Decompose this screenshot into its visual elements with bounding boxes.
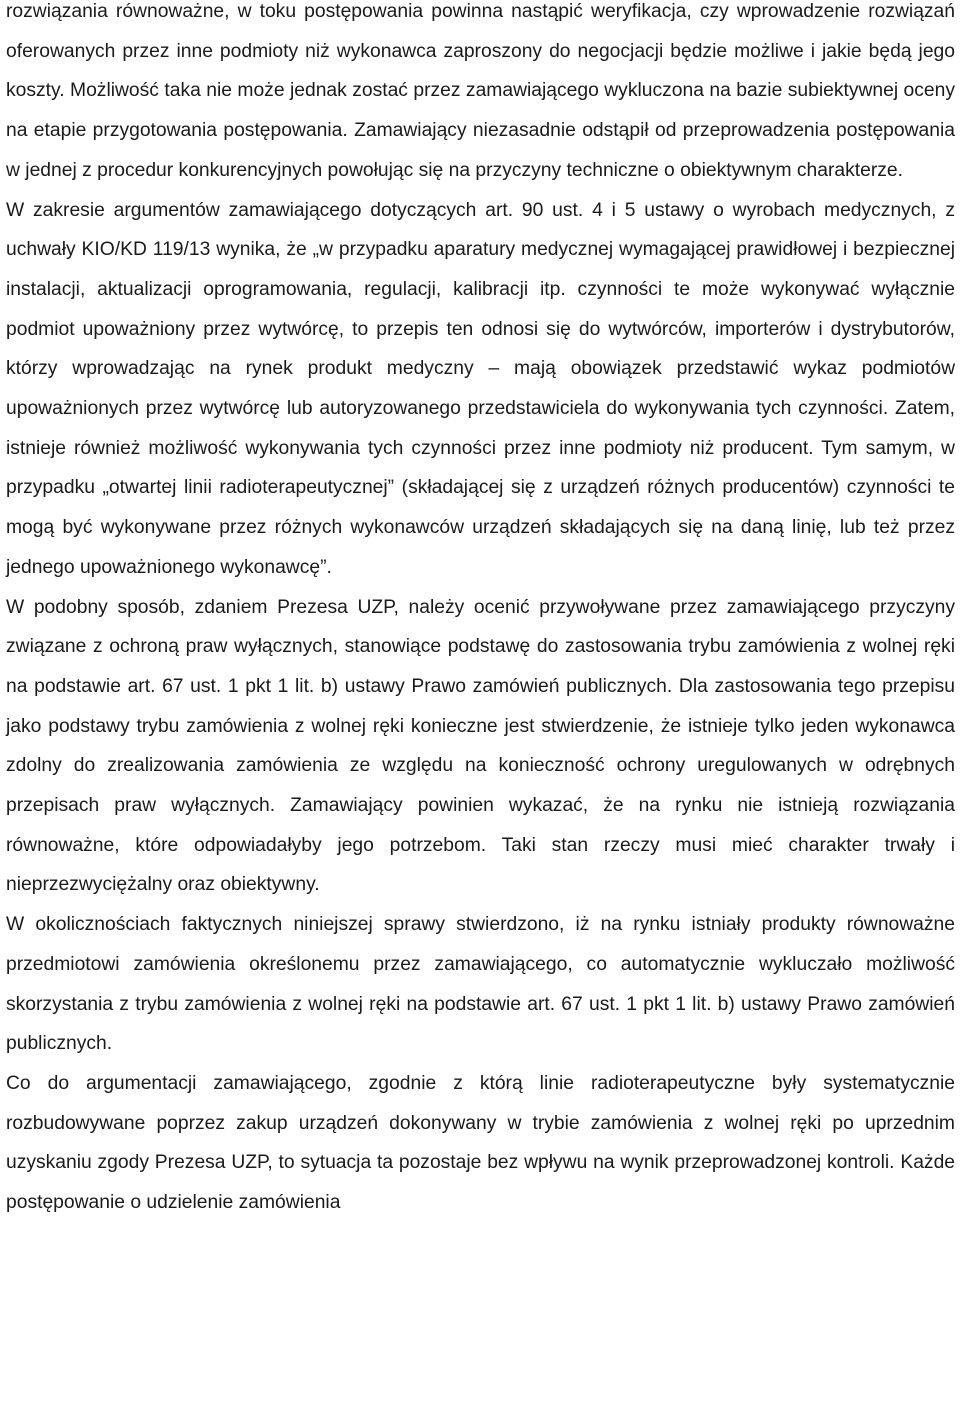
- paragraph-4: [6, 905, 955, 1064]
- paragraph-5: [6, 1064, 955, 1223]
- sentence: rozwiązania równoważne, w toku postępowania powinna nastąpić weryfikacja, czy wprowadzenie rozwiązań oferowanych przez inne podmioty niż wykonawca zaproszony do negocjacji będzie możliwe i jakie będą jego koszty.: [6, 1, 955, 102]
- sentence: Możliwość taka nie może jednak zostać przez zamawiającego wykluczona na bazie subiektywnej oceny na etapie przygotowania postępowania.: [6, 80, 955, 142]
- paragraph-1: [6, 0, 955, 191]
- sentence: W zakresie argumentów zamawiającego dotyczących art. 90 ust. 4 i 5 ustawy o wyrobach medycznych, z uchwały KIO/KD 119/13 wynika, że „w przypadku aparatury medycznej wymagającej prawidłowej i bezpiecznej instalacji, aktualizacji oprogramowania, regulacji, kalibracji itp. czynności te może wykonywać wyłącznie podmiot upoważniony przez wytwórcę, to przepis ten odnosi się do wytwórców, importerów i dystrybutorów, którzy wprowadzając na rynek produkt medyczny – mają obowiązek przedstawić wykaz podmiotów upoważnionych przez wytwórcę lub autoryzowanego przedstawiciela do wykonywania tych czynności.: [6, 199, 955, 420]
- sentence: W podobny sposób, zdaniem Prezesa UZP, należy ocenić przywoływane przez zamawiającego przyczyny związane z ochroną praw wyłącznych, stanowiące podstawę do zastosowania trybu zamówienia z wolnej ręki na podstawie art. 67 ust. 1 pkt 1 lit. b) ustawy Prawo zamówień publicznych.: [6, 596, 955, 697]
- sentence: Taki stan rzeczy musi mieć charakter trwały i nieprzezwyciężalny oraz obiektywny.: [6, 834, 955, 896]
- sentence: Dla zastosowania tego przepisu jako podstawy trybu zamówienia z wolnej ręki konieczne jest stwierdzenie, że istnieje tylko jeden wykonawca zdolny do zrealizowania zamówienia ze względu na konieczność ochrony uregulowanych w odrębnych przepisach praw wyłącznych.: [6, 675, 955, 817]
- sentence: Zatem, istnieje również możliwość wykonywania tych czynności przez inne podmioty niż producent.: [6, 398, 955, 459]
- sentence: Zamawiający powinien wykazać, że na rynku nie istnieją rozwiązania równoważne, które odpowiadałyby jego potrzebom.: [6, 795, 956, 856]
- paragraph-3: [6, 588, 955, 906]
- document-page: [6, 0, 955, 1223]
- sentence: Tym samym, w przypadku „otwartej linii radioterapeutycznej” (składającej się z urządzeń różnych producentów) czynności te mogą być wykonywane przez różnych wykonawców urządzeń składających się na daną linię, lub też przez jednego upoważnionego wykonawcę”.: [6, 437, 955, 578]
- paragraph-2: [6, 191, 955, 588]
- sentence: W okolicznościach faktycznych niniejszej sprawy stwierdzono, iż na rynku istniały produkty równoważne przedmiotowi zamówienia określonemu przez zamawiającego, co automatycznie wykluczało możliwość skorzystania z trybu zamówienia z wolnej ręki na podstawie art. 67 ust. 1 pkt 1 lit. b) ustawy Prawo zamówień publicznych.: [6, 914, 955, 1055]
- sentence: Zamawiający niezasadnie odstąpił od przeprowadzenia postępowania w jednej z procedur konkurencyjnych powołując się na przyczyny techniczne o obiektywnym charakterze.: [6, 120, 955, 181]
- sentence: Każde postępowanie o udzielenie zamówienia: [6, 1152, 956, 1214]
- sentence: Co do argumentacji zamawiającego, zgodnie z którą linie radioterapeutyczne były systematycznie rozbudowywane poprzez zakup urządzeń dokonywany w trybie zamówienia z wolnej ręki po uprzednim uzyskaniu zgody Prezesa UZP, to sytuacja ta pozostaje bez wpływu na wynik przeprowadzonej kontroli.: [6, 1072, 955, 1174]
